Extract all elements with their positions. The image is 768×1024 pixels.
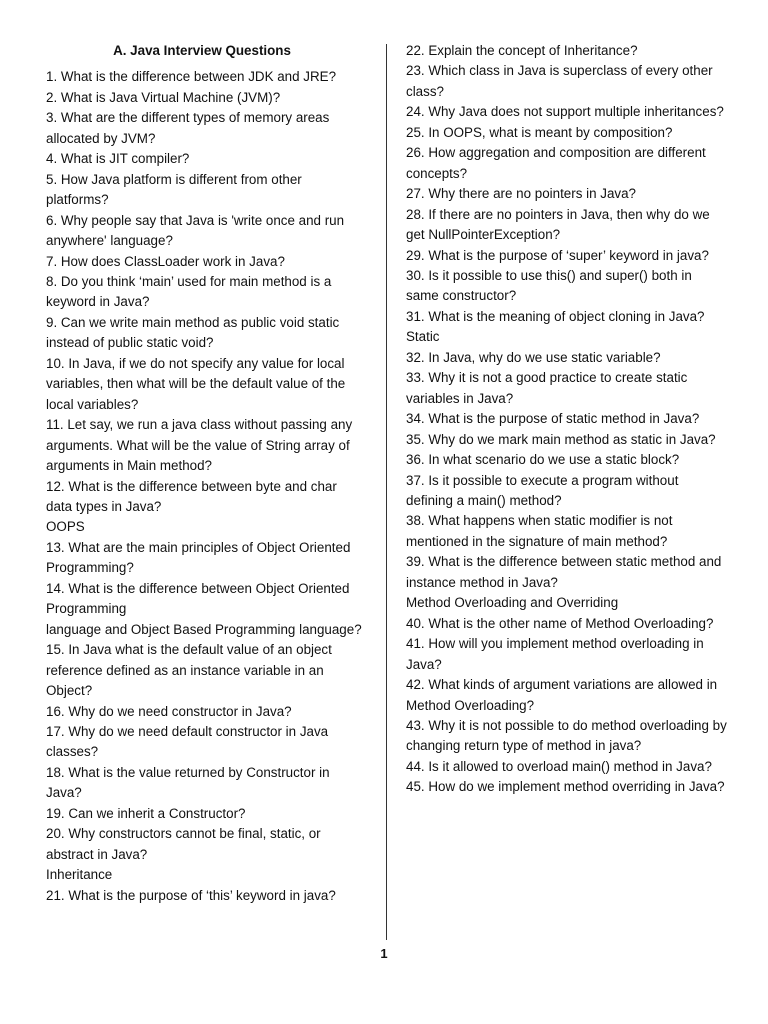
question-item: 44. Is it allowed to overload main() method in Java? xyxy=(406,758,712,774)
question-item: 32. In Java, why do we use static variable? xyxy=(406,349,661,365)
question-item: 7. How does ClassLoader work in Java? xyxy=(46,253,285,269)
question-item: 36. In what scenario do we use a static block? xyxy=(406,452,680,468)
question-item: 5. How Java platform is different from other platforms? xyxy=(46,171,302,208)
right-column xyxy=(406,41,728,798)
question-item: 43. Why it is not possible to do method overloading by changing return type of method in java? xyxy=(406,717,727,754)
section-heading: language and Object Based Programming language? xyxy=(46,621,362,637)
question-item: 38. What happens when static modifier is not mentioned in the signature of main method? xyxy=(406,513,673,549)
question-item: 4. What is JIT compiler? xyxy=(46,151,190,167)
question-item: 29. What is the purpose of ‘super’ keyword in java? xyxy=(406,247,709,263)
question-item: 11. Let say, we run a java class without passing any arguments. What will be the value of String array of arguments in Main method? xyxy=(46,417,353,474)
question-item: 20. Why constructors cannot be final, static, or abstract in Java? xyxy=(46,826,321,862)
question-item: 24. Why Java does not support multiple inheritances? xyxy=(406,104,724,120)
question-item: 28. If there are no pointers in Java, then why do we get NullPointerException? xyxy=(406,206,710,243)
question-item: 12. What is the difference between byte and char data types in Java? xyxy=(46,478,337,514)
question-item: 16. Why do we need constructor in Java? xyxy=(46,703,292,719)
question-item: 42. What kinds of argument variations are allowed in Method Overloading? xyxy=(406,677,718,713)
page-number: 1 xyxy=(380,946,388,961)
question-item: 18. What is the value returned by Constructor in Java? xyxy=(46,764,330,801)
question-item: 22. Explain the concept of Inheritance? xyxy=(406,43,638,58)
question-item: 14. What is the difference between Object Oriented Programming xyxy=(46,580,350,617)
question-item: 30. Is it possible to use this() and super() both in same constructor? xyxy=(406,267,692,304)
question-item: 6. Why people say that Java is 'write once and run anywhere' language? xyxy=(46,212,345,249)
section-heading: Inheritance xyxy=(46,867,113,883)
section-heading: Static xyxy=(406,329,440,345)
section-heading: OOPS xyxy=(46,519,85,535)
right-question-list xyxy=(406,41,728,798)
document-title: A. Java Interview Questions xyxy=(113,43,291,58)
question-item: 37. Is it possible to execute a program without defining a main() method? xyxy=(406,472,679,508)
question-item: 15. In Java what is the default value of an object reference defined as an instance variable in an Object? xyxy=(46,642,332,699)
question-item: 27. Why there are no pointers in Java? xyxy=(406,186,637,202)
question-item: 39. What is the difference between static method and instance method in Java? xyxy=(406,554,722,590)
question-item: 8. Do you think ‘main’ used for main method is a keyword in Java? xyxy=(46,273,332,310)
left-column xyxy=(46,41,366,906)
question-item: 41. How will you implement method overloading in Java? xyxy=(406,636,704,672)
column-divider xyxy=(386,44,387,940)
question-item: 34. What is the purpose of static method in Java? xyxy=(406,411,700,427)
question-item: 21. What is the purpose of ‘this’ keyword in java? xyxy=(46,887,336,903)
section-heading: Method Overloading and Overriding xyxy=(406,595,619,611)
question-item: 9. Can we write main method as public void static instead of public static void? xyxy=(46,314,340,351)
question-item: 40. What is the other name of Method Overloading? xyxy=(406,615,714,631)
question-item: 33. Why it is not a good practice to create static variables in Java? xyxy=(406,370,688,406)
question-item: 2. What is Java Virtual Machine (JVM)? xyxy=(46,89,281,105)
left-question-list xyxy=(46,67,366,906)
question-item: 23. Which class in Java is superclass of every other class? xyxy=(406,63,713,99)
question-item: 35. Why do we mark main method as static in Java? xyxy=(406,431,716,447)
question-item: 25. In OOPS, what is meant by composition? xyxy=(406,124,673,140)
question-item: 45. How do we implement method overriding in Java? xyxy=(406,779,725,795)
question-item: 26. How aggregation and composition are different concepts? xyxy=(406,145,706,181)
question-item: 31. What is the meaning of object cloning in Java? xyxy=(406,308,705,324)
question-item: 13. What are the main principles of Object Oriented Programming? xyxy=(46,539,351,576)
question-item: 19. Can we inherit a Constructor? xyxy=(46,805,246,821)
question-item: 10. In Java, if we do not specify any value for local variables, then what will be the default value of the local variables? xyxy=(46,355,346,412)
question-item: 1. What is the difference between JDK and JRE? xyxy=(46,69,337,85)
question-item: 17. Why do we need default constructor in Java classes? xyxy=(46,723,329,760)
question-item: 3. What are the different types of memory areas allocated by JVM? xyxy=(46,110,330,146)
